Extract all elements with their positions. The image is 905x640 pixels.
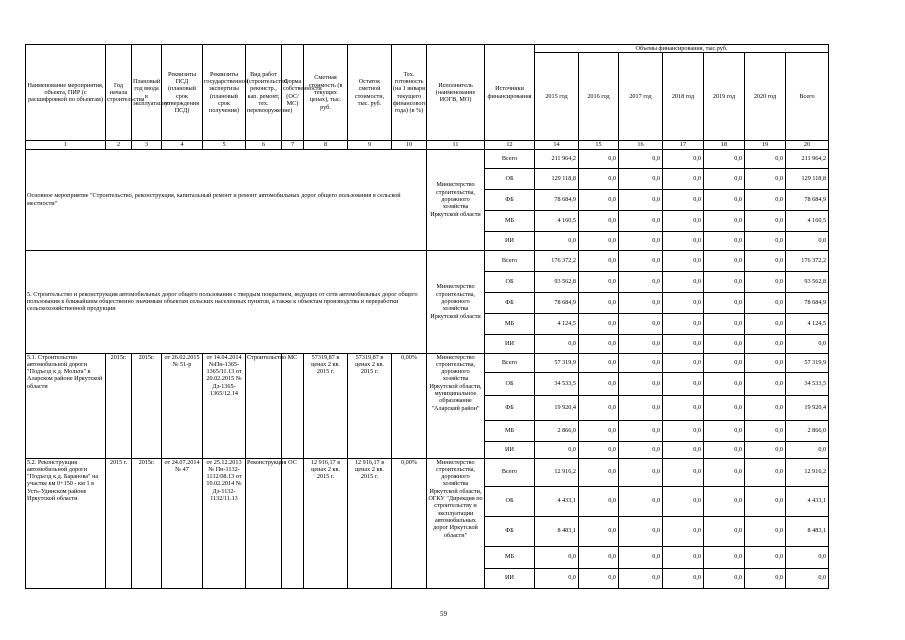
source-label: Всего — [485, 250, 535, 271]
estimated-cost: 57319,87 в ценах 2 кв. 2015 г. — [304, 353, 348, 458]
header-year: 2016 год — [579, 53, 619, 141]
year-value: 0,0 — [745, 334, 786, 353]
year-value: 0,0 — [704, 372, 745, 395]
start-year: 2015 г. — [106, 458, 132, 588]
column-index: 16 — [619, 141, 663, 149]
total-value: 2 866,0 — [786, 420, 829, 441]
year-value: 0,0 — [745, 486, 786, 516]
source-label: Всего — [485, 149, 535, 168]
psd-details: от 26.02.2015 № 51-р — [162, 353, 203, 458]
expertise-details: от 25.12.2013 № Пн-1132-1132/08.13 от 10.02.2014 № Дз-1132-1132/11.13 — [203, 458, 246, 588]
year-value: 78 684,9 — [535, 189, 579, 210]
year-value: 0,0 — [619, 458, 663, 486]
year-value: 0,0 — [579, 149, 619, 168]
column-index: 8 — [304, 141, 348, 149]
year-value: 129 118,8 — [535, 168, 579, 189]
year-value: 0,0 — [745, 250, 786, 271]
column-index: 19 — [745, 141, 786, 149]
year-value: 0,0 — [619, 546, 663, 568]
year-value: 0,0 — [579, 189, 619, 210]
year-value: 0,0 — [704, 250, 745, 271]
header-rest: Остаток сметной стоимости, тыс. руб. — [348, 45, 392, 141]
column-index: 6 — [246, 141, 282, 149]
year-value: 0,0 — [745, 372, 786, 395]
psd-details: от 24.07.2014 № 47 — [162, 458, 203, 588]
header-work-type: Вид работ (строительство, реконстр., кап. ремонт, тех. перевооружение) — [246, 45, 282, 141]
year-value: 0,0 — [619, 568, 663, 588]
source-label: ФБ — [485, 292, 535, 313]
total-value: 176 372,2 — [786, 250, 829, 271]
header-name: Наименование мероприятия, объекта, ПИР (с расшифровкой по объектам) — [26, 45, 106, 141]
total-value: 8 483,1 — [786, 516, 829, 546]
year-value: 0,0 — [579, 210, 619, 231]
column-index: 2 — [106, 141, 132, 149]
work-type: Реконструкция — [246, 458, 282, 588]
column-index: 4 — [162, 141, 203, 149]
year-value: 0,0 — [619, 486, 663, 516]
year-value: 8 483,1 — [535, 516, 579, 546]
header-year: 2019 год — [704, 53, 745, 141]
year-value: 0,0 — [745, 353, 786, 372]
year-value: 0,0 — [704, 271, 745, 292]
total-value: 34 533,5 — [786, 372, 829, 395]
table-header — [26, 45, 829, 150]
table-row — [26, 149, 829, 168]
year-value: 0,0 — [663, 149, 704, 168]
year-value: 0,0 — [704, 568, 745, 588]
year-value: 0,0 — [663, 231, 704, 250]
year-value: 0,0 — [704, 486, 745, 516]
year-value: 0,0 — [663, 271, 704, 292]
year-value: 0,0 — [745, 231, 786, 250]
year-value: 0,0 — [619, 395, 663, 420]
total-value: 0,0 — [786, 568, 829, 588]
year-value: 0,0 — [745, 149, 786, 168]
executor: Министерство строительства, дорожного хозяйства Иркутской области — [427, 250, 485, 353]
year-value: 0,0 — [619, 271, 663, 292]
year-value: 0,0 — [663, 395, 704, 420]
total-value: 4 433,1 — [786, 486, 829, 516]
column-index: 5 — [203, 141, 246, 149]
year-value: 0,0 — [745, 420, 786, 441]
object-name: 5.2. Реконструкция автомобильной дороги "Подъезд к д. Баранова" на участке км 0+150 - км 1 в Усть-Удинском районе Иркутской области — [26, 458, 106, 588]
year-value: 0,0 — [663, 546, 704, 568]
column-index-row — [26, 141, 829, 149]
executor: Министерство строительства, дорожного хозяйства Иркутской области, муниципальное образование "Аларский район" — [427, 353, 485, 458]
year-value: 0,0 — [535, 441, 579, 458]
year-value: 0,0 — [619, 210, 663, 231]
year-value: 4 160,5 — [535, 210, 579, 231]
source-label: ФБ — [485, 516, 535, 546]
year-value: 0,0 — [619, 441, 663, 458]
year-value: 0,0 — [704, 231, 745, 250]
source-label: МБ — [485, 210, 535, 231]
year-value: 0,0 — [704, 189, 745, 210]
source-label: ИИ — [485, 334, 535, 353]
year-value: 0,0 — [745, 516, 786, 546]
year-value: 0,0 — [579, 334, 619, 353]
total-value: 78 684,9 — [786, 292, 829, 313]
column-index: 1 — [26, 141, 106, 149]
expertise-details: от 14.04.2014 №Пн-1365-1365/11.13 от 20.02.2015 № Дз-1365-1365/12.14 — [203, 353, 246, 458]
year-value: 0,0 — [663, 353, 704, 372]
year-value: 0,0 — [579, 420, 619, 441]
year-value: 0,0 — [663, 441, 704, 458]
financing-table — [25, 44, 829, 589]
source-label: Всего — [485, 458, 535, 486]
column-index: 10 — [392, 141, 427, 149]
table-row — [26, 250, 829, 271]
year-value: 0,0 — [704, 313, 745, 334]
source-label: ОБ — [485, 486, 535, 516]
column-index: 7 — [282, 141, 304, 149]
column-index: 18 — [704, 141, 745, 149]
year-value: 0,0 — [663, 168, 704, 189]
year-value: 0,0 — [704, 546, 745, 568]
year-value: 0,0 — [535, 334, 579, 353]
start-year: 2015г. — [106, 353, 132, 458]
year-value: 0,0 — [745, 546, 786, 568]
year-value: 2 866,0 — [535, 420, 579, 441]
year-value: 0,0 — [663, 210, 704, 231]
readiness: 0,00% — [392, 458, 427, 588]
year-value: 0,0 — [535, 568, 579, 588]
plan-year: 2015г. — [132, 458, 162, 588]
year-value: 0,0 — [745, 568, 786, 588]
year-value: 0,0 — [579, 353, 619, 372]
column-index: 3 — [132, 141, 162, 149]
total-value: 129 118,8 — [786, 168, 829, 189]
year-value: 0,0 — [745, 395, 786, 420]
total-value: 19 920,4 — [786, 395, 829, 420]
year-value: 19 920,4 — [535, 395, 579, 420]
source-label: МБ — [485, 420, 535, 441]
year-value: 0,0 — [619, 231, 663, 250]
year-value: 0,0 — [535, 546, 579, 568]
year-value: 0,0 — [745, 189, 786, 210]
year-value: 0,0 — [619, 149, 663, 168]
year-value: 0,0 — [704, 458, 745, 486]
total-value: 0,0 — [786, 441, 829, 458]
year-value: 0,0 — [619, 516, 663, 546]
source-label: МБ — [485, 313, 535, 334]
column-index: 11 — [427, 141, 485, 149]
source-label: ИИ — [485, 568, 535, 588]
year-value: 0,0 — [579, 231, 619, 250]
year-value: 0,0 — [704, 292, 745, 313]
year-value: 0,0 — [663, 189, 704, 210]
year-value: 0,0 — [579, 168, 619, 189]
year-value: 0,0 — [663, 516, 704, 546]
header-psd: Реквизиты ПСД (плановый срок утверждения ПСД) — [162, 45, 203, 141]
year-value: 0,0 — [663, 334, 704, 353]
year-value: 0,0 — [663, 420, 704, 441]
header-year: 2018 год — [663, 53, 704, 141]
year-value: 12 916,2 — [535, 458, 579, 486]
year-value: 0,0 — [619, 353, 663, 372]
year-value: 0,0 — [745, 458, 786, 486]
year-value: 34 533,5 — [535, 372, 579, 395]
year-value: 78 684,9 — [535, 292, 579, 313]
header-executor: Исполнитель (наименование ИОГВ, МО) — [427, 45, 485, 141]
year-value: 0,0 — [535, 231, 579, 250]
total-value: 211 964,2 — [786, 149, 829, 168]
year-value: 0,0 — [745, 271, 786, 292]
year-value: 0,0 — [579, 458, 619, 486]
year-value: 4 433,1 — [535, 486, 579, 516]
year-value: 0,0 — [619, 292, 663, 313]
column-index: 9 — [348, 141, 392, 149]
year-value: 0,0 — [579, 292, 619, 313]
column-index: 20 — [786, 141, 829, 149]
year-value: 0,0 — [579, 546, 619, 568]
source-label: Всего — [485, 353, 535, 372]
year-value: 0,0 — [745, 292, 786, 313]
page-number: 59 — [440, 610, 447, 618]
year-value: 0,0 — [663, 458, 704, 486]
year-value: 0,0 — [579, 516, 619, 546]
header-year: 2017 год — [619, 53, 663, 141]
year-value: 0,0 — [619, 334, 663, 353]
year-value: 0,0 — [579, 271, 619, 292]
year-value: 0,0 — [704, 149, 745, 168]
program-block-name: Основное мероприятие "Строительство, реконструкция, капитальный ремонт и ремонт автомобильных дорог общего пользования в сельской местности" — [26, 149, 427, 250]
header-total: Всего — [786, 53, 829, 141]
object-name: 5.1. Строительство автомобильной дороги "Подъезд к д. Мольта" в Аларском районе Иркутской области — [26, 353, 106, 458]
table-row — [26, 353, 829, 372]
total-value: 0,0 — [786, 231, 829, 250]
year-value: 0,0 — [745, 441, 786, 458]
source-label: ОБ — [485, 372, 535, 395]
year-value: 0,0 — [704, 420, 745, 441]
column-index: 17 — [663, 141, 704, 149]
year-value: 0,0 — [704, 516, 745, 546]
year-value: 0,0 — [663, 568, 704, 588]
readiness: 0,00% — [392, 353, 427, 458]
year-value: 0,0 — [579, 250, 619, 271]
header-source: Источники финансирования — [485, 45, 535, 141]
header-year: 2020 год — [745, 53, 786, 141]
total-value: 4 124,5 — [786, 313, 829, 334]
year-value: 0,0 — [619, 168, 663, 189]
ownership: ОС — [282, 458, 304, 588]
header-funding-group: Объемы финансирования, тыс.руб. — [535, 45, 829, 53]
header-cost: Сметная стоимость (в текущих ценах), тыс. руб. — [304, 45, 348, 141]
year-value: 0,0 — [579, 441, 619, 458]
year-value: 0,0 — [579, 486, 619, 516]
estimated-cost: 12 916,17 в ценах 2 кв. 2015 г. — [304, 458, 348, 588]
total-value: 0,0 — [786, 334, 829, 353]
header-expertise: Реквизиты государственной экспертизы (плановый срок получения) — [203, 45, 246, 141]
year-value: 4 124,5 — [535, 313, 579, 334]
executor: Министерство строительства, дорожного хозяйства Иркутской области — [427, 149, 485, 250]
executor: Министерство строительства, дорожного хозяйства Иркутской области, ОГКУ "Дирекция по строительству и эксплуатации автомобильных дорог Иркутской области" — [427, 458, 485, 588]
year-value: 0,0 — [663, 486, 704, 516]
column-index: 15 — [579, 141, 619, 149]
year-value: 0,0 — [619, 313, 663, 334]
header-start-year: Год начала строительства — [106, 45, 132, 141]
header-plan-year: Плановый год ввода в эксплуатацию — [132, 45, 162, 141]
year-value: 0,0 — [663, 250, 704, 271]
year-value: 0,0 — [663, 292, 704, 313]
plan-year: 2015г. — [132, 353, 162, 458]
total-value: 12 916,2 — [786, 458, 829, 486]
source-label: МБ — [485, 546, 535, 568]
column-index: 14 — [535, 141, 579, 149]
year-value: 0,0 — [745, 313, 786, 334]
year-value: 176 372,2 — [535, 250, 579, 271]
year-value: 57 319,9 — [535, 353, 579, 372]
year-value: 0,0 — [579, 568, 619, 588]
total-value: 57 319,9 — [786, 353, 829, 372]
year-value: 0,0 — [745, 168, 786, 189]
source-label: ОБ — [485, 271, 535, 292]
source-label: ИИ — [485, 231, 535, 250]
program-block-name: 5. Строительство и реконструкция автомобильных дорог общего пользования с твердым покрытием, ведущих от сети автомобильных дорог общего пользования к ближайшим общественно значимым объектам сельских населенных пунктов, а также к объектам производства и переработки сельскохозяйственной продукции — [26, 250, 427, 353]
year-value: 0,0 — [704, 441, 745, 458]
source-label: ФБ — [485, 189, 535, 210]
year-value: 0,0 — [704, 395, 745, 420]
year-value: 0,0 — [579, 395, 619, 420]
work-type: Строительство — [246, 353, 282, 458]
table-body — [26, 149, 829, 588]
year-value: 0,0 — [745, 210, 786, 231]
total-value: 93 562,8 — [786, 271, 829, 292]
total-value: 0,0 — [786, 546, 829, 568]
year-value: 0,0 — [704, 168, 745, 189]
header-readiness: Тех. готовность (на 1 января текущего финансового года) (в %) — [392, 45, 427, 141]
year-value: 0,0 — [663, 313, 704, 334]
header-ownership: Форма собственности (ОС/МС) — [282, 45, 304, 141]
year-value: 0,0 — [619, 189, 663, 210]
year-value: 0,0 — [704, 210, 745, 231]
year-value: 0,0 — [579, 372, 619, 395]
year-value: 0,0 — [663, 372, 704, 395]
year-value: 0,0 — [704, 334, 745, 353]
total-value: 78 684,9 — [786, 189, 829, 210]
ownership: МС — [282, 353, 304, 458]
column-index: 12 — [485, 141, 535, 149]
year-value: 93 562,8 — [535, 271, 579, 292]
year-value: 0,0 — [619, 420, 663, 441]
source-label: ФБ — [485, 395, 535, 420]
total-value: 4 160,5 — [786, 210, 829, 231]
year-value: 0,0 — [619, 372, 663, 395]
header-year: 2015 год — [535, 53, 579, 141]
year-value: 0,0 — [619, 250, 663, 271]
source-label: ОБ — [485, 168, 535, 189]
year-value: 0,0 — [579, 313, 619, 334]
source-label: ИИ — [485, 441, 535, 458]
remaining-cost: 57319,87 в ценах 2 кв. 2015 г. — [348, 353, 392, 458]
year-value: 0,0 — [704, 353, 745, 372]
table-row — [26, 458, 829, 486]
year-value: 211 964,2 — [535, 149, 579, 168]
remaining-cost: 12 916,17 в ценах 2 кв. 2015 г. — [348, 458, 392, 588]
